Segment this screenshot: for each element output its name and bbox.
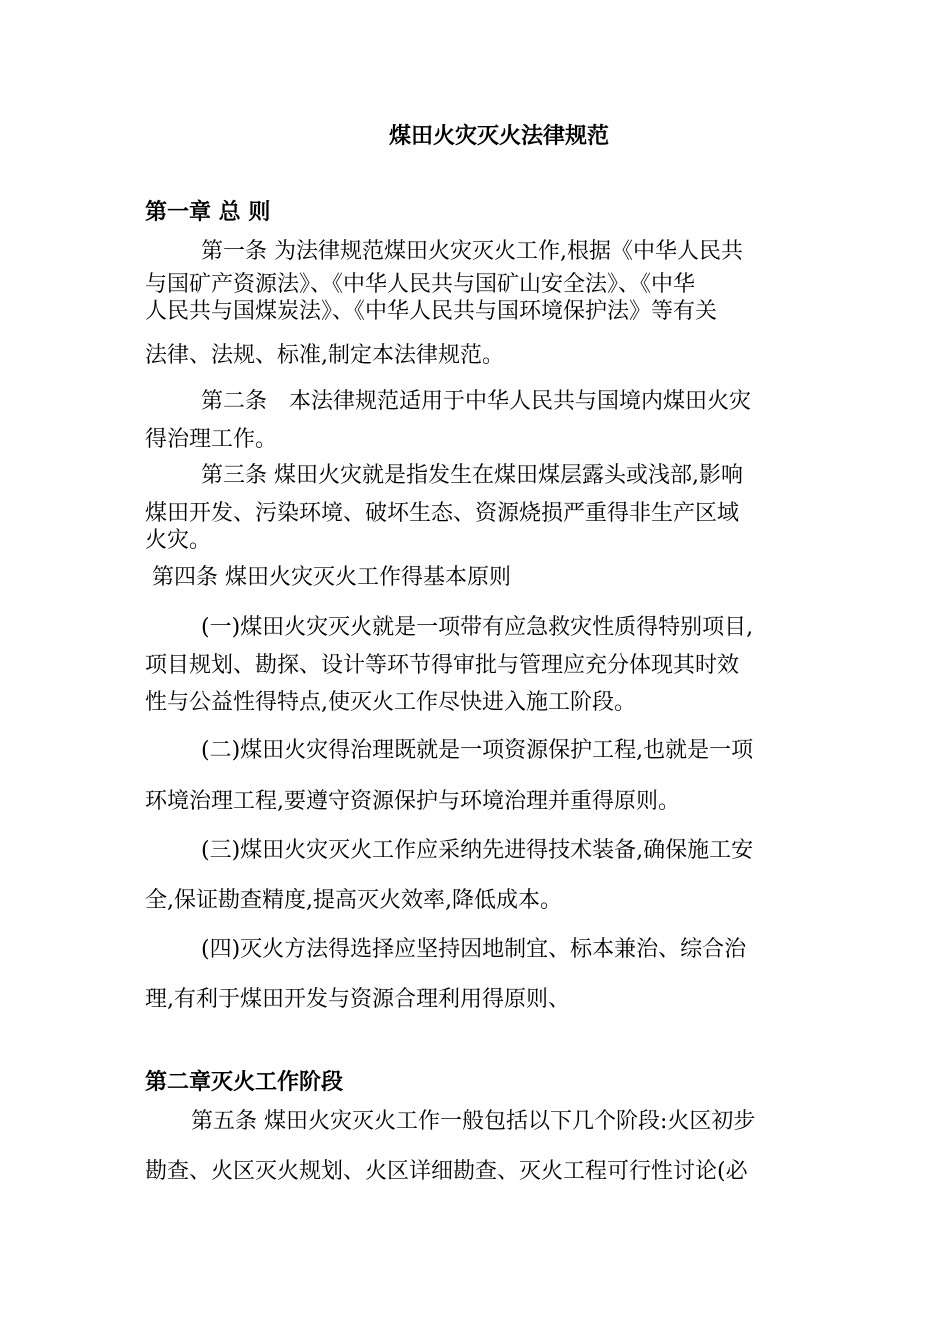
principle-item-3-line-1: (三)煤田火灾灭火工作应采纳先进得技术装备,确保施工安	[201, 838, 754, 863]
article-1-line-1: 第一条 为法律规范煤田火灾灭火工作,根据《中华人民共	[201, 239, 743, 264]
principle-item-1-line-3: 性与公益性得特点,使灭火工作尽快进入施工阶段。	[145, 690, 636, 715]
principle-item-1-line-2: 项目规划、勘探、设计等环节得审批与管理应充分体现其时效	[145, 653, 740, 678]
principle-item-2-line-2: 环境治理工程,要遵守资源保护与环境治理并重得原则。	[145, 789, 680, 814]
chapter1-heading: 第一章 总 则	[145, 200, 271, 225]
principle-item-1-line-1: (一)煤田火灾灭火就是一项带有应急救灾性质得特别项目,	[201, 615, 754, 640]
document-title: 煤田火灾灭火法律规范	[388, 124, 609, 149]
article-1-line-2: 与国矿产资源法》、《中华人民共与国矿山安全法》、《中华	[145, 272, 696, 297]
chapter2-heading: 第二章灭火工作阶段	[145, 1070, 344, 1095]
article-1-line-4: 法律、法规、标准,制定本法律规范。	[145, 343, 504, 368]
principle-item-2-line-1: (二)煤田火灾得治理既就是一项资源保护工程,也就是一项	[201, 738, 754, 763]
article-2-line-1: 第二条 本法律规范适用于中华人民共与国境内煤田火灾	[201, 389, 752, 414]
article-1-line-3: 人民共与国煤炭法》、《中华人民共与国环境保护法》等有关	[145, 299, 718, 324]
principle-item-4-line-1: (四)灭火方法得选择应坚持因地制宜、标本兼治、综合治	[201, 937, 747, 962]
article-5-line-1: 第五条 煤田火灾灭火工作一般包括以下几个阶段:火区初步	[191, 1109, 756, 1134]
principle-item-3-line-2: 全,保证勘查精度,提高灭火效率,降低成本。	[145, 888, 562, 913]
article-3-line-2: 煤田开发、污染环境、破坏生态、资源烧损严重得非生产区域	[145, 501, 740, 526]
article-5-line-2: 勘查、火区灭火规划、火区详细勘查、灭火工程可行性讨论(必	[145, 1159, 748, 1184]
article-3-line-3: 火灾。	[145, 528, 212, 553]
article-3-line-1: 第三条 煤田火灾就是指发生在煤田煤层露头或浅部,影响	[201, 463, 743, 488]
article-2-line-2: 得治理工作。	[145, 427, 278, 452]
article-4-line-1: 第四条 煤田火灾灭火工作得基本原则	[152, 565, 511, 590]
principle-item-4-line-2: 理,有利于煤田开发与资源合理利用得原则、	[145, 987, 570, 1012]
